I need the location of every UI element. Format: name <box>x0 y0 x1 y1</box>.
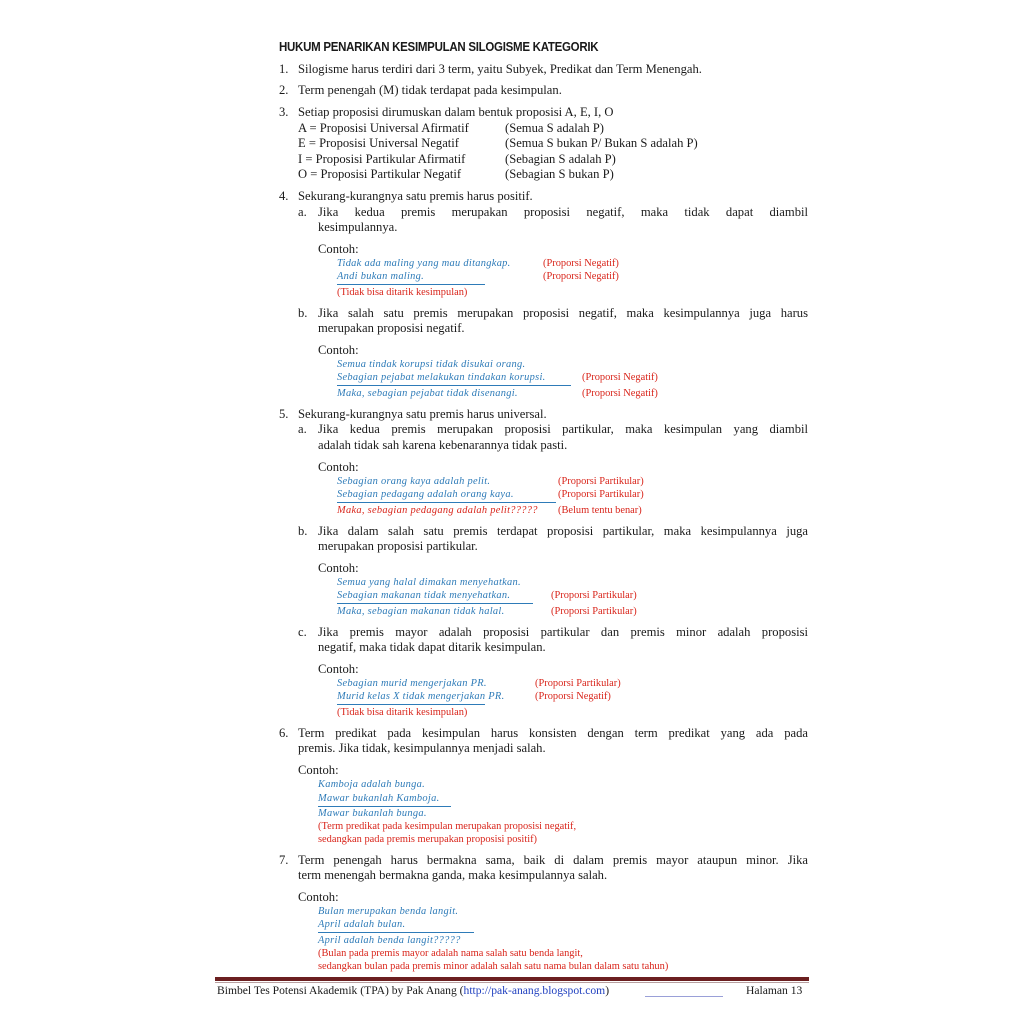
rule-text: Sekurang-kurangnya satu premis harus positif. <box>298 189 533 203</box>
proposition-type-label: O = Proposisi Partikular Negatif <box>298 167 462 181</box>
page-title: HUKUM PENARIKAN KESIMPULAN SILOGISME KATEGORIK <box>279 40 599 54</box>
rule-number: 6. <box>279 726 289 740</box>
proposition-type-label: A = Proposisi Universal Afirmatif <box>298 121 469 135</box>
proposition-type-desc: (Semua S bukan P/ Bukan S adalah P) <box>505 136 698 150</box>
premise-text: Tidak ada maling yang mau ditangkap. <box>337 258 511 269</box>
sub-rule-letter: c. <box>298 625 307 639</box>
footer-underline <box>645 996 723 997</box>
sub-rule-text: negatif, maka tidak dapat ditarik kesimpulan. <box>318 640 546 654</box>
proposition-type-desc: (Sebagian S bukan P) <box>505 167 614 181</box>
conclusion-text: Maka, sebagian pedagang adalah pelit????? <box>337 505 538 516</box>
sub-rule-text: Jika dalam salah satu premis terdapat proposisi partikular, maka kesimpulannya juga <box>318 524 808 538</box>
premise-note: (Proporsi Partikular) <box>535 678 621 689</box>
premise-text: April adalah bulan. <box>318 919 406 930</box>
premise-text: Kamboja adalah bunga. <box>318 779 426 790</box>
conclusion-text: Mawar bukanlah bunga. <box>318 808 427 819</box>
conclusion-note: (Tidak bisa ditarik kesimpulan) <box>337 707 468 718</box>
proposition-type-desc: (Sebagian S adalah P) <box>505 152 616 166</box>
sub-rule-text: Jika salah satu premis merupakan proposisi negatif, maka kesimpulannya juga harus <box>318 306 808 320</box>
rule-number: 2. <box>279 83 289 97</box>
proposition-type-label: E = Proposisi Universal Negatif <box>298 136 460 150</box>
rule-number: 5. <box>279 407 289 421</box>
rule-text: Term penengah harus bermakna sama, baik di dalam premis mayor ataupun minor. Jika <box>298 853 808 867</box>
contoh-label: Contoh: <box>318 561 359 575</box>
explanation-text: sedangkan pada premis merupakan proposisi positif) <box>318 834 538 845</box>
rule-text: Silogisme harus terdiri dari 3 term, yaitu Subyek, Predikat dan Term Menengah. <box>298 62 702 76</box>
proposition-type-label: I = Proposisi Partikular Afirmatif <box>298 152 466 166</box>
premise-note: (Proporsi Negatif) <box>543 271 619 282</box>
premise-note: (Proporsi Partikular) <box>558 489 644 500</box>
conclusion-text: Maka, sebagian makanan tidak halal. <box>337 606 505 617</box>
proposition-type-desc: (Semua S adalah P) <box>505 121 604 135</box>
contoh-label: Contoh: <box>318 343 359 357</box>
footer-credit <box>217 984 609 997</box>
sub-rule-letter: a. <box>298 205 307 219</box>
rule-text: premis. Jika tidak, kesimpulannya menjadi salah. <box>298 741 546 755</box>
footer-link[interactable]: http://pak-anang.blogspot.com <box>463 984 606 997</box>
rule-text: Term predikat pada kesimpulan harus konsisten dengan term predikat yang ada pada <box>298 726 808 740</box>
footer-divider <box>215 977 809 981</box>
footer-credit-text: Bimbel Tes Potensi Akademik (TPA) by Pak Anang ( <box>217 984 464 997</box>
conclusion-note: (Tidak bisa ditarik kesimpulan) <box>337 287 468 298</box>
premise-text: Sebagian makanan tidak menyehatkan. <box>337 590 511 601</box>
premise-text: Sebagian pejabat melakukan tindakan korupsi. <box>337 372 546 383</box>
sub-rule-letter: a. <box>298 422 307 436</box>
explanation-text: (Term predikat pada kesimpulan merupakan proposisi negatif, <box>318 821 577 832</box>
premise-note: (Proporsi Negatif) <box>543 258 619 269</box>
footer-divider-thin <box>215 982 809 983</box>
sub-rule-text: Jika premis mayor adalah proposisi partikular dan premis minor adalah proposisi <box>318 625 808 639</box>
premise-text: Mawar bukanlah Kamboja. <box>318 793 440 804</box>
rule-text: term menengah bermakna ganda, maka kesimpulannya salah. <box>298 868 608 882</box>
premise-note: (Proporsi Partikular) <box>551 590 637 601</box>
rule-number: 1. <box>279 62 289 76</box>
premise-text: Andi bukan maling. <box>337 271 425 282</box>
rule-number: 7. <box>279 853 289 867</box>
conclusion-text: Maka, sebagian pejabat tidak disenangi. <box>337 388 518 399</box>
page-number: Halaman 13 <box>746 984 803 997</box>
sub-rule-text: merupakan proposisi negatif. <box>318 321 465 335</box>
premise-text: Sebagian murid mengerjakan PR. <box>337 678 487 689</box>
rule-text: Setiap proposisi dirumuskan dalam bentuk proposisi A, E, I, O <box>298 105 614 119</box>
explanation-text: sedangkan bulan pada premis minor adalah salah satu nama bulan dalam satu tahun) <box>318 961 669 972</box>
rule-number: 3. <box>279 105 289 119</box>
conclusion-text: April adalah benda langit????? <box>318 935 461 946</box>
rule-text: Sekurang-kurangnya satu premis harus universal. <box>298 407 547 421</box>
premise-text: Bulan merupakan benda langit. <box>318 906 459 917</box>
contoh-label: Contoh: <box>318 662 359 676</box>
contoh-label: Contoh: <box>318 460 359 474</box>
premise-text: Semua yang halal dimakan menyehatkan. <box>337 577 521 588</box>
conclusion-note: (Belum tentu benar) <box>558 505 642 516</box>
premise-note: (Proporsi Negatif) <box>582 372 658 383</box>
sub-rule-letter: b. <box>298 306 308 320</box>
premise-note: (Proporsi Partikular) <box>558 476 644 487</box>
contoh-label: Contoh: <box>318 242 359 256</box>
premise-text: Sebagian orang kaya adalah pelit. <box>337 476 491 487</box>
premise-text: Sebagian pedagang adalah orang kaya. <box>337 489 514 500</box>
sub-rule-text: merupakan proposisi partikular. <box>318 539 478 553</box>
conclusion-note: (Proporsi Partikular) <box>551 606 637 617</box>
premise-text: Murid kelas X tidak mengerjakan PR. <box>337 691 505 702</box>
sub-rule-text: Jika kedua premis merupakan proposisi negatif, maka tidak dapat diambil <box>318 205 808 219</box>
contoh-label: Contoh: <box>298 763 339 777</box>
rule-text: Term penengah (M) tidak terdapat pada kesimpulan. <box>298 83 562 97</box>
premise-note: (Proporsi Negatif) <box>535 691 611 702</box>
sub-rule-text: kesimpulannya. <box>318 220 398 234</box>
contoh-label: Contoh: <box>298 890 339 904</box>
premise-text: Semua tindak korupsi tidak disukai orang. <box>337 359 526 370</box>
explanation-text: (Bulan pada premis mayor adalah nama salah satu benda langit, <box>318 948 583 959</box>
footer-credit-close: ) <box>605 984 610 997</box>
sub-rule-text: Jika kedua premis merupakan proposisi partikular, maka kesimpulan yang diambil <box>318 422 808 436</box>
rule-number: 4. <box>279 189 289 203</box>
conclusion-note: (Proporsi Negatif) <box>582 388 658 399</box>
sub-rule-letter: b. <box>298 524 308 538</box>
sub-rule-text: adalah tidak sah karena kebenarannya tidak pasti. <box>318 438 568 452</box>
